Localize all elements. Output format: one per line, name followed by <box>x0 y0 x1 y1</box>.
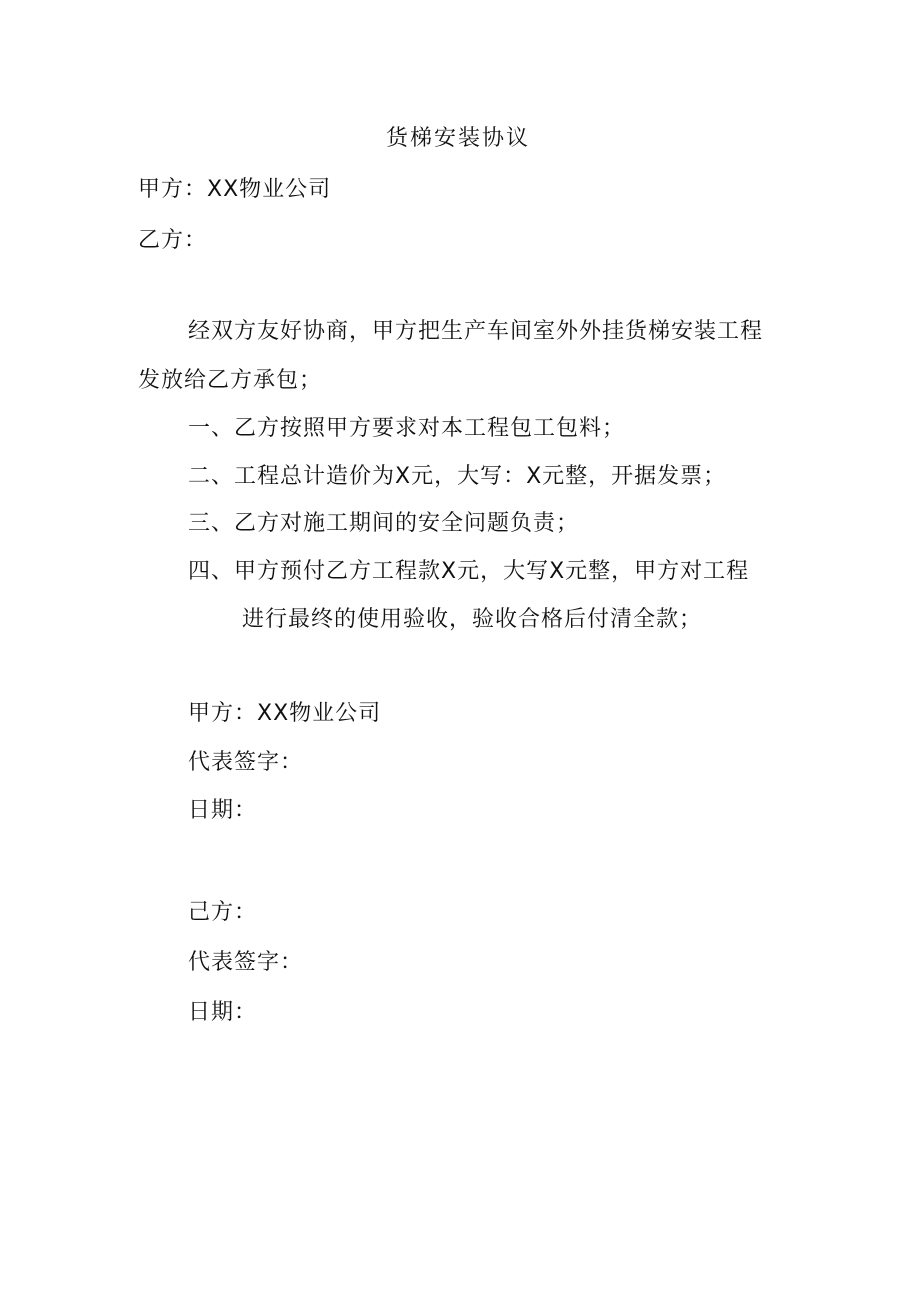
intro-line-1: 经双方友好协商，甲方把生产车间室外外挂货梯安装工程 <box>188 319 764 344</box>
signature-party-b: 己方： <box>188 900 258 925</box>
clause-4-continuation: 进行最终的使用验收，验收合格后付清全款； <box>242 607 703 632</box>
signature-party-b-rep: 代表签字： <box>188 950 304 975</box>
signature-party-b-date: 日期： <box>188 1000 258 1025</box>
clause-1: 一、乙方按照甲方要求对本工程包工包料； <box>188 416 626 441</box>
document-title: 货梯安装协议 <box>386 126 531 151</box>
clause-4: 四、甲方预付乙方工程款X元，大写X元整，甲方对工程 <box>188 559 750 584</box>
clause-2: 二、工程总计造价为X元，大写：X元整，开据发票； <box>188 464 727 489</box>
signature-party-a-rep: 代表签字： <box>188 750 304 775</box>
intro-line-2: 发放给乙方承包； <box>138 368 323 393</box>
party-a-heading: 甲方：XX物业公司 <box>138 177 332 202</box>
signature-party-a: 甲方：XX物业公司 <box>188 701 382 726</box>
party-b-heading: 乙方： <box>138 228 208 253</box>
clause-3: 三、乙方对施工期间的安全问题负责； <box>188 511 580 536</box>
signature-party-a-date: 日期： <box>188 798 258 823</box>
